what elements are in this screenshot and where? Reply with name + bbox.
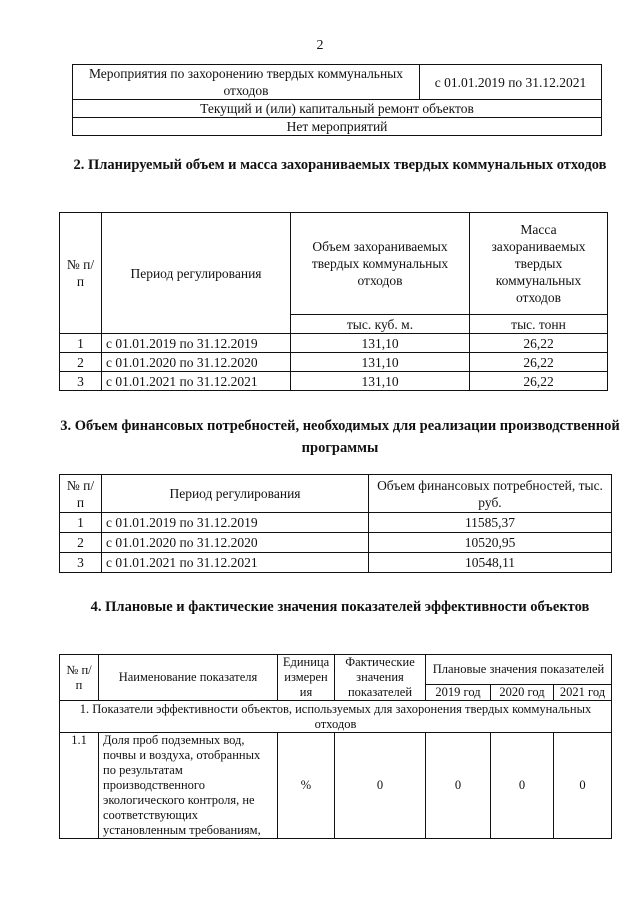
row-period: с 01.01.2020 по 31.12.2020 — [102, 533, 369, 553]
col-finance-header: Объем финансовых потребностей, тыс. руб. — [369, 475, 612, 513]
row-num: 2 — [60, 533, 102, 553]
table-row — [60, 553, 612, 573]
row-volume: 131,10 — [291, 353, 470, 372]
row-mass: 26,22 — [470, 334, 608, 353]
col-2021-header: 2021 год — [554, 685, 612, 701]
indicators-table — [59, 654, 612, 839]
row-2019: 0 — [426, 733, 491, 839]
measures-title: Мероприятия по захоронению твердых коммунальных отходов — [73, 65, 420, 100]
col-volume-header: Объем захораниваемых твердых коммунальных отходов — [291, 213, 470, 315]
col-2020-header: 2020 год — [491, 685, 554, 701]
row-mass: 26,22 — [470, 372, 608, 391]
row-num: 2 — [60, 353, 102, 372]
row-period: с 01.01.2019 по 31.12.2019 — [102, 513, 369, 533]
volume-mass-table — [59, 212, 608, 391]
row-num: 3 — [60, 553, 102, 573]
row-unit: % — [278, 733, 335, 839]
row-volume: 131,10 — [291, 372, 470, 391]
section2-title: 2. Планируемый объем и масса захораниваемых твердых коммунальных отходов — [73, 157, 607, 173]
table-row — [60, 733, 612, 839]
row-value: 11585,37 — [369, 513, 612, 533]
group-title: 1. Показатели эффективности объектов, используемых для захоронения твердых коммунальных отходов — [60, 701, 612, 733]
col-num-header: № п/п — [60, 213, 102, 334]
row-actual: 0 — [335, 733, 426, 839]
table-row — [60, 372, 608, 391]
col-unit-header: Единица измерения — [278, 655, 335, 701]
mass-unit: тыс. тонн — [470, 315, 608, 334]
volume-unit: тыс. куб. м. — [291, 315, 470, 334]
col-actual-header: Фактические значения показателей — [335, 655, 426, 701]
table-row — [60, 513, 612, 533]
row-period: с 01.01.2021 по 31.12.2021 — [102, 372, 291, 391]
repair-label: Текущий и (или) капитальный ремонт объектов — [73, 100, 602, 118]
col-name-header: Наименование показателя — [99, 655, 278, 701]
measures-table — [72, 64, 602, 136]
col-period-header: Период регулирования — [102, 475, 369, 513]
page-number: 2 — [316, 38, 324, 53]
row-period: с 01.01.2019 по 31.12.2019 — [102, 334, 291, 353]
col-mass-header: Масса захораниваемых твердых коммунальных отходов — [470, 213, 608, 315]
row-name: Доля проб подземных вод, почвы и воздуха, отобранных по результатам производственного экологического контроля, не соответствующих установленным требованиям, — [99, 733, 278, 839]
section3-title: 3. Объем финансовых потребностей, необходимых для реализации производственной программы — [60, 418, 620, 456]
row-num: 1.1 — [60, 733, 99, 839]
measures-period: с 01.01.2019 по 31.12.2021 — [420, 65, 602, 100]
row-mass: 26,22 — [470, 353, 608, 372]
finance-table — [59, 474, 612, 573]
row-value: 10548,11 — [369, 553, 612, 573]
row-2021: 0 — [554, 733, 612, 839]
row-period: с 01.01.2021 по 31.12.2021 — [102, 553, 369, 573]
table-row — [60, 353, 608, 372]
table-row — [60, 334, 608, 353]
section4-title: 4. Плановые и фактические значения показателей эффективности объектов — [90, 599, 590, 615]
row-num: 1 — [60, 513, 102, 533]
row-2020: 0 — [491, 733, 554, 839]
col-num-header: № п/п — [60, 655, 99, 701]
col-num-header: № п/п — [60, 475, 102, 513]
table-row — [60, 533, 612, 553]
row-value: 10520,95 — [369, 533, 612, 553]
no-measures-label: Нет мероприятий — [73, 118, 602, 136]
row-num: 3 — [60, 372, 102, 391]
row-period: с 01.01.2020 по 31.12.2020 — [102, 353, 291, 372]
col-2019-header: 2019 год — [426, 685, 491, 701]
col-period-header: Период регулирования — [102, 213, 291, 334]
row-volume: 131,10 — [291, 334, 470, 353]
col-planned-header: Плановые значения показателей — [426, 655, 612, 685]
row-num: 1 — [60, 334, 102, 353]
